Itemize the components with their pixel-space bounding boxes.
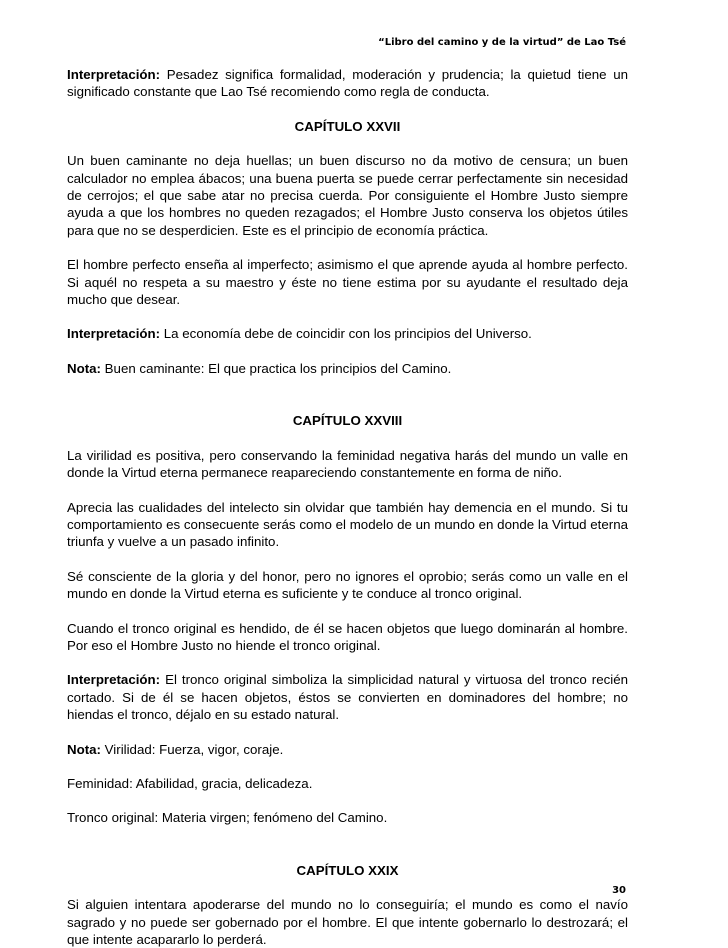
paragraph: Un buen caminante no deja huellas; un buen discurso no da motivo de censura; un buen calculador no emplea ábacos; una buena puerta se puede cerrar perfectamente sin necesidad de cerrojos; el que sabe atar no precisa cuerda. Por consiguiente el Hombre Justo siempre ayuda a que los hombres no queden rezagados; el Hombre Justo conserva los objetos útiles para que no se desperdicien. Este es el principio de economía práctica.	[67, 153, 628, 238]
note-definition: Tronco original: Materia virgen; fenómeno del Camino.	[67, 810, 388, 826]
chapter-note	[67, 741, 628, 758]
interpretation-label: Interpretación:	[67, 67, 161, 82]
paragraph: Sé consciente de la gloria y del honor, pero no ignores el oprobio; serás como un valle en el mundo en donde la Virtud eterna es suficiente y te conduce al tronco original.	[67, 568, 628, 602]
running-header: “Libro del camino y de la virtud” de Lao Tsé	[378, 37, 626, 48]
paragraph: La virilidad es positiva, pero conservando la feminidad negativa harás del mundo un valle en donde la Virtud eterna permanece reapareciendo constantemente en forma de niño.	[67, 447, 628, 481]
interpretation-text: La economía debe de coincidir con los principios del Universo.	[160, 326, 532, 342]
chapter-title: CAPÍTULO XXVII	[294, 118, 401, 134]
note-label: Nota:	[67, 741, 101, 757]
note-text: Buen caminante: El que practica los principios del Camino.	[100, 360, 452, 376]
paragraph: Cuando el tronco original es hendido, de él se hacen objetos que luego dominarán al hombre. Por eso el Hombre Justo no hiende el tronco original.	[67, 620, 628, 653]
interpretation-text: El tronco original simboliza la simplicidad natural y virtuosa del tronco recién cortado. Si de él se hacen objetos, éstos se convierten en dominadores del hombre; no hiendas el tronco, déjalo en su estado natural.	[67, 672, 628, 723]
chapter-title: CAPÍTULO XXIX	[296, 862, 399, 878]
chapter-title: CAPÍTULO XXVIII	[292, 413, 403, 429]
chapter-interpretation	[67, 325, 628, 342]
interpretation-label: Interpretación:	[67, 672, 161, 688]
page-number: 30	[612, 885, 626, 896]
paragraph: Si alguien intentara apoderarse del mundo no lo conseguiría; el mundo es como el navío sagrado y no puede ser gobernado por el hombre. El que intente gobernarlo lo destrozará; el que intente acapararlo lo perderá.	[67, 897, 628, 947]
chapter-interpretation	[67, 671, 628, 723]
paragraph: El hombre perfecto enseña al imperfecto; asimismo el que aprende ayuda al hombre perfecto. Si aquél no respeta a su maestro y éste no tiene estima por su ayudante el resultado deja mucho que desear.	[67, 257, 628, 308]
interpretation-text: Pesadez significa formalidad, moderación y prudencia; la quietud tiene un significado constante que Lao Tsé recomiendo como regla de conducta.	[67, 67, 628, 100]
note-definition: Feminidad: Afabilidad, gracia, delicadeza.	[67, 775, 313, 791]
chapter-note	[67, 360, 628, 377]
document-body	[67, 66, 628, 948]
paragraph: Aprecia las cualidades del intelecto sin olvidar que también hay demencia en el mundo. Si tu comportamiento es consecuente serás como el modelo de un mundo en donde la Virtud eterna triunfa y vuelve a un pasado infinito.	[67, 499, 628, 550]
note-label: Nota:	[67, 360, 101, 376]
note-text: Virilidad: Fuerza, vigor, coraje.	[100, 741, 284, 757]
intro-interpretation	[67, 66, 628, 101]
interpretation-label: Interpretación:	[67, 326, 161, 342]
